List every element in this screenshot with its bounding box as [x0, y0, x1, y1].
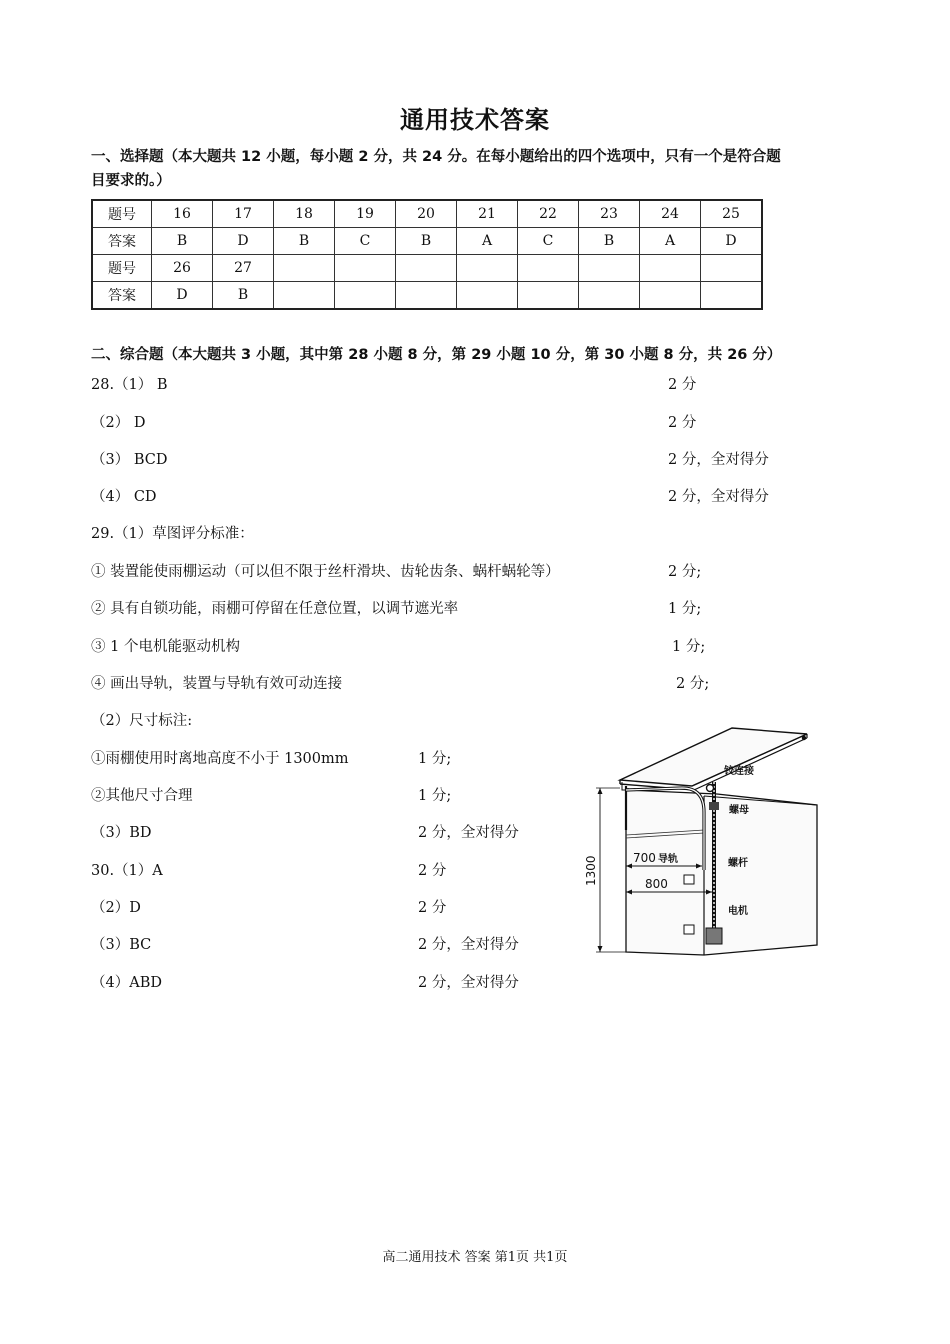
q28-item-4: （4） CD — [91, 489, 157, 505]
table-cell: A — [640, 228, 701, 255]
table-cell: 25 — [701, 200, 763, 228]
page-title: 通用技术答案 — [400, 106, 550, 134]
dim-700: 700 — [633, 851, 656, 865]
table-cell — [457, 282, 518, 310]
nut — [709, 802, 719, 810]
table-cell: 24 — [640, 200, 701, 228]
q28-item-2: （2） D — [91, 415, 146, 431]
table-cell: B — [274, 228, 335, 255]
table-cell: 18 — [274, 200, 335, 228]
q29-sub3: （3）BD — [91, 825, 152, 841]
awning-sketch-figure — [582, 720, 862, 970]
q29-dim-score-2: 1 分; — [418, 788, 452, 804]
table-cell — [640, 255, 701, 282]
label-screw: 螺杆 — [728, 858, 748, 869]
table-cell: A — [457, 228, 518, 255]
table-row — [92, 228, 762, 255]
table-cell — [396, 255, 457, 282]
table-cell: 23 — [579, 200, 640, 228]
q29-criterion-3: ③ 1 个电机能驱动机构 — [91, 639, 240, 655]
section1-heading-line2: 目要求的。） — [91, 173, 171, 189]
dim-800: 800 — [645, 877, 668, 891]
q29-dim-2: ②其他尺寸合理 — [91, 788, 193, 804]
table-cell: 26 — [152, 255, 213, 282]
table-cell: 16 — [152, 200, 213, 228]
hinge — [707, 785, 714, 792]
q29-sub3-score: 2 分，全对得分 — [418, 825, 519, 841]
q28-score-4: 2 分，全对得分 — [668, 489, 769, 505]
table-cell — [701, 282, 763, 310]
q28-score-3: 2 分，全对得分 — [668, 452, 769, 468]
table-cell — [335, 282, 396, 310]
table-header-cell: 题号 — [92, 255, 152, 282]
table-cell: 21 — [457, 200, 518, 228]
table-cell — [396, 282, 457, 310]
page-footer: 高二通用技术 答案 第1页 共1页 — [382, 1250, 568, 1265]
table-cell: 17 — [213, 200, 274, 228]
motor — [706, 928, 722, 944]
awning-panel — [620, 728, 807, 786]
table-cell: D — [701, 228, 763, 255]
q30-item-4: （4）ABD — [91, 975, 162, 991]
q28-item-3: （3） BCD — [91, 452, 168, 468]
table-cell: B — [152, 228, 213, 255]
table-cell — [274, 282, 335, 310]
table-cell: D — [152, 282, 213, 310]
q28-item-1: 28.（1） B — [91, 377, 168, 393]
table-cell: B — [213, 282, 274, 310]
q30-item-1: 30.（1）A — [91, 863, 163, 879]
q29-sub2: （2）尺寸标注: — [91, 713, 193, 729]
q29-criterion-score-1: 2 分; — [668, 564, 702, 580]
table-header-cell: 答案 — [92, 282, 152, 310]
table-cell — [579, 255, 640, 282]
label-rail: 导轨 — [658, 854, 678, 865]
table-header-cell: 题号 — [92, 200, 152, 228]
table-cell: 20 — [396, 200, 457, 228]
q30-item-2: （2）D — [91, 900, 141, 916]
table-cell: C — [335, 228, 396, 255]
table-cell — [518, 282, 579, 310]
table-cell: B — [396, 228, 457, 255]
table-cell: B — [579, 228, 640, 255]
table-cell: C — [518, 228, 579, 255]
q29-criterion-score-3: 1 分; — [672, 639, 706, 655]
table-cell — [579, 282, 640, 310]
table-row — [92, 255, 762, 282]
q30-score-3: 2 分，全对得分 — [418, 937, 519, 953]
table-cell: 22 — [518, 200, 579, 228]
table-cell — [274, 255, 335, 282]
table-cell — [640, 282, 701, 310]
table-cell — [518, 255, 579, 282]
answer-table — [91, 199, 763, 310]
q30-score-4: 2 分，全对得分 — [418, 975, 519, 991]
table-cell — [701, 255, 763, 282]
q30-score-1: 2 分 — [418, 863, 447, 879]
q29-dim-1: ①雨棚使用时离地高度不小于 1300mm — [91, 751, 349, 767]
label-nut: 螺母 — [729, 805, 749, 816]
q28-score-2: 2 分 — [668, 415, 697, 431]
table-row — [92, 200, 762, 228]
label-motor: 电机 — [728, 906, 748, 917]
q29-criterion-4: ④ 画出导轨，装置与导轨有效可动连接 — [91, 676, 343, 692]
q29-criterion-1: ① 装置能使雨棚运动（可以但不限于丝杆滑块、齿轮齿条、蜗杆蜗轮等） — [91, 564, 560, 580]
q30-item-3: （3）BC — [91, 937, 152, 953]
q29-criterion-score-2: 1 分; — [668, 601, 702, 617]
table-cell — [335, 255, 396, 282]
table-cell — [457, 255, 518, 282]
q28-score-1: 2 分 — [668, 377, 697, 393]
label-hinge: 铰连接 — [724, 766, 754, 777]
section1-heading-line1: 一、选择题（本大题共 12 小题，每小题 2 分，共 24 分。在每小题给出的四个选项中，只有一个是符合题 — [91, 149, 781, 165]
table-cell: 27 — [213, 255, 274, 282]
q29-criterion-2: ② 具有自锁功能，雨棚可停留在任意位置，以调节遮光率 — [91, 601, 459, 617]
dim-1300: 1300 — [584, 855, 598, 886]
q30-score-2: 2 分 — [418, 900, 447, 916]
section2-heading: 二、综合题（本大题共 3 小题，其中第 28 小题 8 分，第 29 小题 10 分，第 30 小题 8 分，共 26 分） — [91, 347, 782, 363]
q29-criterion-score-4: 2 分; — [676, 676, 710, 692]
q29-dim-score-1: 1 分; — [418, 751, 452, 767]
q29-heading: 29.（1）草图评分标准： — [91, 526, 254, 542]
table-header-cell: 答案 — [92, 228, 152, 255]
table-cell: 19 — [335, 200, 396, 228]
table-row — [92, 282, 762, 310]
table-cell: D — [213, 228, 274, 255]
